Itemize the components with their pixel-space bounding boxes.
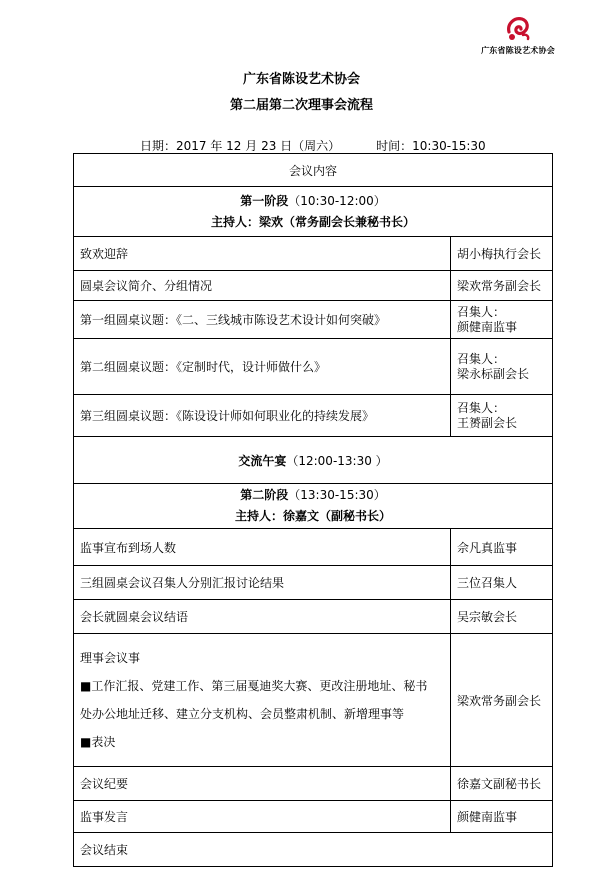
logo-mark-icon [504,14,532,42]
agenda-item: 第二组圆桌议题：《定制时代，设计师做什么》 [74,339,451,395]
table-header: 会议内容 [74,154,553,187]
agenda-item: 监事发言 [74,801,451,833]
table-header-row [74,154,553,187]
agenda-person [451,339,553,395]
closing-item: 会议结束 [74,833,553,867]
agenda-person: 三位召集人 [451,566,553,600]
person-label: 召集人： [457,304,506,319]
meeting-title: 第二届第二次理事会流程 [229,98,373,113]
agenda-item: 第三组圆桌议题：《陈设设计师如何职业化的持续发展》 [74,395,451,437]
lunch-time: （12:00-13:30 ） [286,453,388,468]
stage-2-header [74,484,553,529]
agenda-item: 圆桌会议简介、分组情况 [74,271,451,301]
table-row [74,271,553,301]
stage-1-time: （10:30-12:00） [288,193,386,208]
stage-1-name: 第一阶段 [240,193,289,208]
table-row [74,395,553,437]
agenda-person: 胡小梅执行会长 [451,237,553,271]
person-name: 颜健南监事 [457,319,518,334]
closing-row [74,833,553,867]
date-time-line [140,137,486,154]
stage-2-name: 第二阶段 [240,488,289,502]
council-line-1: ■工作汇报、党建工作、第三届戛迪奖大赛、更改注册地址、秘书 [80,679,428,693]
meeting-date: 日期：2017 年 12 月 23 日（周六） [140,139,341,153]
table-row [74,600,553,634]
stage-1-header [74,187,553,237]
person-label: 召集人： [457,351,506,366]
agenda-person: 梁欢常务副会长 [451,271,553,301]
table-row [74,237,553,271]
stage-1-row [74,187,553,237]
stage-2-host: 主持人：徐嘉文（副秘书长） [235,509,392,523]
council-item [74,634,451,767]
council-line-2: 处办公地址迁移、建立分支机构、会员整肃机制、新增理事等 [80,707,405,721]
agenda-person: 吴宗敏会长 [451,600,553,634]
agenda-person [451,301,553,339]
association-logo [470,14,566,58]
council-title: 理事会议事 [80,651,141,665]
logo-text: 广东省陈设艺术协会 [481,46,555,55]
table-row [74,529,553,566]
person-name: 梁永标副会长 [457,366,530,381]
agenda-item: 会议纪要 [74,767,451,801]
person-label: 召集人： [457,400,506,415]
council-row [74,634,553,767]
agenda-person: 徐嘉文副秘书长 [451,767,553,801]
agenda-person: 梁欢常务副会长 [451,634,553,767]
person-name: 王赟副会长 [457,415,518,430]
agenda-item: 三组圆桌会议召集人分别汇报讨论结果 [74,566,451,600]
table-row [74,301,553,339]
agenda-person: 颜健南监事 [451,801,553,833]
table-row [74,767,553,801]
lunch-row [74,437,553,484]
stage-1-host: 主持人：梁欢（常务副会长兼秘书长） [211,214,416,229]
table-row [74,801,553,833]
stage-2-row [74,484,553,529]
council-line-3: ■表决 [80,735,116,749]
table-row [74,566,553,600]
stage-2-time: （13:30-15:30） [288,488,386,502]
table-row [74,339,553,395]
agenda-item: 第一组圆桌议题：《二、三线城市陈设艺术设计如何突破》 [74,301,451,339]
lunch-name: 交流午宴 [238,453,287,468]
agenda-person [451,395,553,437]
agenda-item: 会长就圆桌会议结语 [74,600,451,634]
org-title: 广东省陈设艺术协会 [242,72,360,87]
lunch-header [74,437,553,484]
agenda-person: 佘凡真监事 [451,529,553,566]
agenda-item: 监事宣布到场人数 [74,529,451,566]
meeting-time: 时间：10:30-15:30 [376,139,486,153]
agenda-item: 致欢迎辞 [74,237,451,271]
agenda-table [73,153,553,867]
